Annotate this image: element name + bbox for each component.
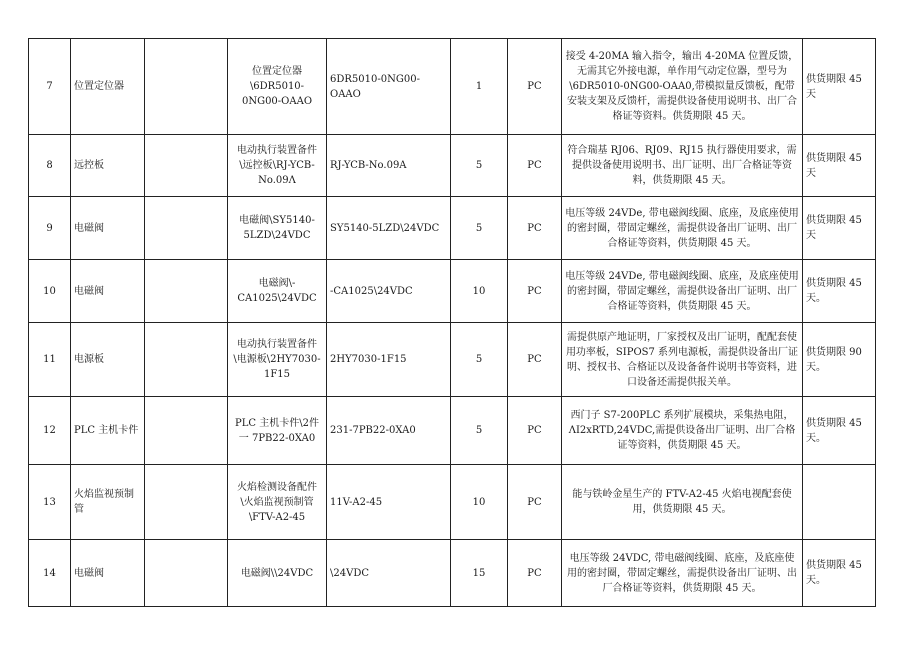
- row-index: 8: [29, 135, 71, 197]
- item-quantity: 10: [451, 260, 508, 323]
- item-quantity: 5: [451, 197, 508, 260]
- item-delivery: 供货期限 45 天: [803, 39, 876, 135]
- item-requirements: 电压等级 24VDe, 带电磁阀线圈、底座，及底座使用的密封圈，带固定螺丝，需提供设备出厂证明、出厂合格证等资料，供货期限 45 天。: [562, 260, 803, 323]
- item-quantity: 15: [451, 540, 508, 607]
- item-quantity: 5: [451, 135, 508, 197]
- item-quantity: 1: [451, 39, 508, 135]
- item-name: 电源板: [71, 323, 145, 397]
- empty-cell: [145, 397, 228, 465]
- item-model: 2HY7030-1F15: [327, 323, 451, 397]
- item-quantity: 5: [451, 323, 508, 397]
- item-name: 电磁阀: [71, 197, 145, 260]
- item-name: 电磁阀: [71, 260, 145, 323]
- row-index: 7: [29, 39, 71, 135]
- item-name: 电磁阀: [71, 540, 145, 607]
- row-index: 11: [29, 323, 71, 397]
- item-delivery: 供货期限 45 天。: [803, 397, 876, 465]
- empty-cell: [145, 260, 228, 323]
- item-quantity: 10: [451, 465, 508, 540]
- item-name: 火焰监视预制管: [71, 465, 145, 540]
- table-row: [29, 260, 876, 323]
- empty-cell: [145, 39, 228, 135]
- item-model: 231-7PB22-0XA0: [327, 397, 451, 465]
- item-description: 电磁阀\\24VDC: [228, 540, 327, 607]
- item-delivery: 供货期限 45 天。: [803, 260, 876, 323]
- row-index: 13: [29, 465, 71, 540]
- table-row: [29, 135, 876, 197]
- table-row: [29, 465, 876, 540]
- item-unit: PC: [508, 323, 562, 397]
- table-row: [29, 39, 876, 135]
- item-model: -CA1025\24VDC: [327, 260, 451, 323]
- item-model: 6DR5010-0NG00-OAAO: [327, 39, 451, 135]
- empty-cell: [145, 323, 228, 397]
- item-unit: PC: [508, 397, 562, 465]
- item-model: RJ-YCB-No.09A: [327, 135, 451, 197]
- table-row: [29, 540, 876, 607]
- item-description: 位置定位器\6DR5010-0NG00-OAAO: [228, 39, 327, 135]
- item-model: 11V-A2-45: [327, 465, 451, 540]
- item-description: 电动执行装置备件\远控板\RJ-YCB-No.09Λ: [228, 135, 327, 197]
- empty-cell: [145, 540, 228, 607]
- parts-table: [28, 38, 876, 607]
- table-row: [29, 397, 876, 465]
- item-delivery: 供货期限 45 天: [803, 197, 876, 260]
- table-row: [29, 197, 876, 260]
- item-unit: PC: [508, 135, 562, 197]
- item-requirements: 能与铁岭金星生产的 FTV-A2-45 火焰电视配套使用，供货期限 45 天。: [562, 465, 803, 540]
- row-index: 9: [29, 197, 71, 260]
- item-name: 位置定位器: [71, 39, 145, 135]
- item-requirements: 需提供原产地证明，厂家授权及出厂证明，配配套使用功率板，SIPOS7 系列电源板，需提供设备出厂证明、授权书、合格证以及设备备件说明书等资料，进口设备还需提供报关单。: [562, 323, 803, 397]
- item-model: \24VDC: [327, 540, 451, 607]
- row-index: 10: [29, 260, 71, 323]
- item-delivery: 供货期限 45 天: [803, 135, 876, 197]
- item-description: 火焰检测设备配件\火焰监视预制管\FTV-A2-45: [228, 465, 327, 540]
- item-description: 电磁阀\-CA1025\24VDC: [228, 260, 327, 323]
- item-requirements: 接受 4-20MA 输入指令，输出 4-20MA 位置反馈，无需其它外接电源，单作用气动定位器，型号为\6DR5010-0NG00-OAA0,带模拟量反馈板，配带安装支架及反馈杆，需提供设备使用说明书、出厂合格证等资料。供货期限 45 天。: [562, 39, 803, 135]
- item-model: SY5140-5LZD\24VDC: [327, 197, 451, 260]
- item-unit: PC: [508, 465, 562, 540]
- item-requirements: 电压等级 24VDC, 带电磁阀线圈、底座，及底座使用的密封圈，带固定螺丝，需提供设备出厂证明、出厂合格证等资料，供货期限 45 天。: [562, 540, 803, 607]
- item-delivery: 供货期限 90 天。: [803, 323, 876, 397]
- item-name: 远控板: [71, 135, 145, 197]
- row-index: 12: [29, 397, 71, 465]
- item-description: 电磁阀\SY5140-5LZD\24VDC: [228, 197, 327, 260]
- item-delivery: [803, 465, 876, 540]
- item-description: 电动执行装置备件\电源板\2HY7030-1F15: [228, 323, 327, 397]
- item-requirements: 符合瑞基 RJ06、RJ09、RJ15 执行器使用要求，需提供设备使用说明书、出厂证明、出厂合格证等资料，供货期限 45 天。: [562, 135, 803, 197]
- item-unit: PC: [508, 197, 562, 260]
- item-requirements: 西门子 S7-200PLC 系列扩展模块，采集热电阻，ΛI2xRTD,24VDC,需提供设备出厂证明、出厂合格证等资料，供货期限 45 天。: [562, 397, 803, 465]
- empty-cell: [145, 197, 228, 260]
- item-name: PLC 主机卡件: [71, 397, 145, 465]
- empty-cell: [145, 465, 228, 540]
- item-unit: PC: [508, 260, 562, 323]
- item-unit: PC: [508, 39, 562, 135]
- empty-cell: [145, 135, 228, 197]
- item-delivery: 供货期限 45 天。: [803, 540, 876, 607]
- item-requirements: 电压等级 24VDe, 带电磁阀线圈、底座，及底座使用的密封圈，带固定螺丝，需提供设备出厂证明、出厂合格证等资料，供货期限 45 天。: [562, 197, 803, 260]
- row-index: 14: [29, 540, 71, 607]
- item-description: PLC 主机卡件\2件一 7PB22-0XA0: [228, 397, 327, 465]
- table-row: [29, 323, 876, 397]
- item-quantity: 5: [451, 397, 508, 465]
- item-unit: PC: [508, 540, 562, 607]
